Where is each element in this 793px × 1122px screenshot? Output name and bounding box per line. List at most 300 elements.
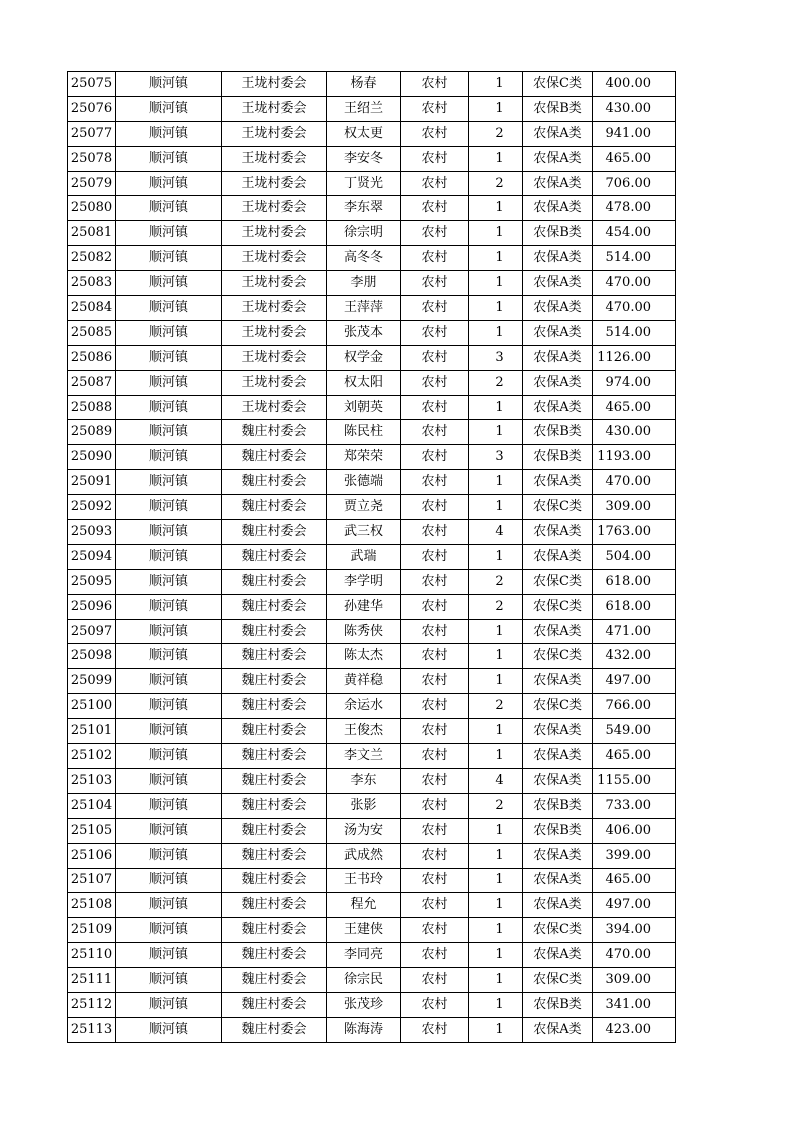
cell-village: 魏庄村委会 xyxy=(222,868,327,893)
cell-id: 25099 xyxy=(68,669,116,694)
cell-category: 农保C类 xyxy=(523,72,593,97)
cell-amount: 465.00 xyxy=(593,868,676,893)
records-table xyxy=(67,71,676,1043)
cell-area-type: 农村 xyxy=(401,72,469,97)
cell-town: 顺河镇 xyxy=(116,868,222,893)
cell-town: 顺河镇 xyxy=(116,818,222,843)
cell-village: 魏庄村委会 xyxy=(222,744,327,769)
cell-category: 农保C类 xyxy=(523,918,593,943)
cell-person-name: 丁贤光 xyxy=(327,171,401,196)
cell-category: 农保B类 xyxy=(523,420,593,445)
cell-amount: 399.00 xyxy=(593,843,676,868)
cell-category: 农保A类 xyxy=(523,146,593,171)
table-row xyxy=(68,544,676,569)
cell-amount: 406.00 xyxy=(593,818,676,843)
cell-count: 1 xyxy=(469,495,523,520)
cell-person-name: 李同亮 xyxy=(327,943,401,968)
cell-amount: 394.00 xyxy=(593,918,676,943)
cell-town: 顺河镇 xyxy=(116,793,222,818)
cell-town: 顺河镇 xyxy=(116,619,222,644)
cell-count: 2 xyxy=(469,694,523,719)
cell-area-type: 农村 xyxy=(401,644,469,669)
cell-id: 25098 xyxy=(68,644,116,669)
cell-id: 25093 xyxy=(68,520,116,545)
cell-amount: 465.00 xyxy=(593,146,676,171)
cell-count: 1 xyxy=(469,146,523,171)
cell-village: 魏庄村委会 xyxy=(222,992,327,1017)
cell-village: 魏庄村委会 xyxy=(222,495,327,520)
cell-person-name: 陈秀侠 xyxy=(327,619,401,644)
table-row xyxy=(68,320,676,345)
cell-count: 1 xyxy=(469,96,523,121)
cell-id: 25079 xyxy=(68,171,116,196)
cell-town: 顺河镇 xyxy=(116,271,222,296)
cell-town: 顺河镇 xyxy=(116,221,222,246)
cell-person-name: 贾立尧 xyxy=(327,495,401,520)
cell-town: 顺河镇 xyxy=(116,320,222,345)
cell-area-type: 农村 xyxy=(401,968,469,993)
cell-id: 25102 xyxy=(68,744,116,769)
cell-count: 1 xyxy=(469,918,523,943)
cell-village: 魏庄村委会 xyxy=(222,968,327,993)
cell-village: 王垅村委会 xyxy=(222,96,327,121)
table-row xyxy=(68,121,676,146)
cell-category: 农保A类 xyxy=(523,246,593,271)
table-row xyxy=(68,495,676,520)
cell-person-name: 武三权 xyxy=(327,520,401,545)
cell-village: 魏庄村委会 xyxy=(222,420,327,445)
cell-area-type: 农村 xyxy=(401,719,469,744)
cell-amount: 1155.00 xyxy=(593,768,676,793)
cell-person-name: 郑荣荣 xyxy=(327,445,401,470)
cell-village: 王垅村委会 xyxy=(222,171,327,196)
cell-area-type: 农村 xyxy=(401,296,469,321)
cell-id: 25090 xyxy=(68,445,116,470)
cell-town: 顺河镇 xyxy=(116,843,222,868)
cell-id: 25083 xyxy=(68,271,116,296)
table-row xyxy=(68,992,676,1017)
cell-category: 农保A类 xyxy=(523,345,593,370)
cell-category: 农保A类 xyxy=(523,768,593,793)
cell-area-type: 农村 xyxy=(401,221,469,246)
cell-area-type: 农村 xyxy=(401,694,469,719)
cell-amount: 1193.00 xyxy=(593,445,676,470)
cell-area-type: 农村 xyxy=(401,843,469,868)
cell-area-type: 农村 xyxy=(401,992,469,1017)
cell-amount: 341.00 xyxy=(593,992,676,1017)
table-row xyxy=(68,968,676,993)
cell-count: 1 xyxy=(469,271,523,296)
cell-id: 25105 xyxy=(68,818,116,843)
cell-category: 农保B类 xyxy=(523,818,593,843)
cell-area-type: 农村 xyxy=(401,569,469,594)
cell-amount: 618.00 xyxy=(593,569,676,594)
table-row xyxy=(68,793,676,818)
cell-person-name: 武成然 xyxy=(327,843,401,868)
cell-amount: 309.00 xyxy=(593,495,676,520)
table-row xyxy=(68,146,676,171)
cell-amount: 549.00 xyxy=(593,719,676,744)
cell-village: 王垅村委会 xyxy=(222,196,327,221)
cell-amount: 478.00 xyxy=(593,196,676,221)
table-row xyxy=(68,395,676,420)
cell-count: 1 xyxy=(469,744,523,769)
cell-amount: 514.00 xyxy=(593,320,676,345)
cell-amount: 454.00 xyxy=(593,221,676,246)
cell-area-type: 农村 xyxy=(401,594,469,619)
table-row xyxy=(68,221,676,246)
cell-area-type: 农村 xyxy=(401,868,469,893)
cell-village: 魏庄村委会 xyxy=(222,669,327,694)
cell-person-name: 李东 xyxy=(327,768,401,793)
cell-id: 25081 xyxy=(68,221,116,246)
cell-area-type: 农村 xyxy=(401,619,469,644)
cell-person-name: 李朋 xyxy=(327,271,401,296)
table-body xyxy=(68,72,676,1043)
cell-count: 1 xyxy=(469,544,523,569)
cell-count: 2 xyxy=(469,793,523,818)
cell-category: 农保A类 xyxy=(523,669,593,694)
cell-amount: 497.00 xyxy=(593,669,676,694)
cell-count: 1 xyxy=(469,644,523,669)
cell-category: 农保A类 xyxy=(523,470,593,495)
cell-category: 农保A类 xyxy=(523,544,593,569)
cell-count: 1 xyxy=(469,843,523,868)
cell-village: 魏庄村委会 xyxy=(222,569,327,594)
cell-amount: 470.00 xyxy=(593,271,676,296)
cell-area-type: 农村 xyxy=(401,544,469,569)
cell-category: 农保B类 xyxy=(523,221,593,246)
cell-village: 魏庄村委会 xyxy=(222,694,327,719)
cell-area-type: 农村 xyxy=(401,918,469,943)
cell-town: 顺河镇 xyxy=(116,196,222,221)
cell-id: 25109 xyxy=(68,918,116,943)
cell-id: 25091 xyxy=(68,470,116,495)
cell-category: 农保A类 xyxy=(523,370,593,395)
cell-area-type: 农村 xyxy=(401,246,469,271)
table-row xyxy=(68,594,676,619)
cell-category: 农保A类 xyxy=(523,171,593,196)
cell-area-type: 农村 xyxy=(401,271,469,296)
cell-category: 农保A类 xyxy=(523,744,593,769)
cell-town: 顺河镇 xyxy=(116,768,222,793)
table-row xyxy=(68,868,676,893)
cell-id: 25108 xyxy=(68,893,116,918)
cell-person-name: 孙建华 xyxy=(327,594,401,619)
cell-category: 农保A类 xyxy=(523,893,593,918)
cell-village: 魏庄村委会 xyxy=(222,544,327,569)
cell-town: 顺河镇 xyxy=(116,370,222,395)
cell-id: 25077 xyxy=(68,121,116,146)
cell-town: 顺河镇 xyxy=(116,992,222,1017)
table-row xyxy=(68,669,676,694)
cell-id: 25080 xyxy=(68,196,116,221)
cell-person-name: 张茂珍 xyxy=(327,992,401,1017)
cell-amount: 423.00 xyxy=(593,1017,676,1042)
cell-village: 魏庄村委会 xyxy=(222,893,327,918)
cell-id: 25104 xyxy=(68,793,116,818)
cell-town: 顺河镇 xyxy=(116,246,222,271)
cell-village: 魏庄村委会 xyxy=(222,594,327,619)
cell-town: 顺河镇 xyxy=(116,420,222,445)
cell-count: 1 xyxy=(469,818,523,843)
cell-category: 农保B类 xyxy=(523,793,593,818)
cell-town: 顺河镇 xyxy=(116,171,222,196)
table-row xyxy=(68,370,676,395)
cell-count: 1 xyxy=(469,420,523,445)
cell-person-name: 张影 xyxy=(327,793,401,818)
cell-area-type: 农村 xyxy=(401,320,469,345)
cell-person-name: 徐宗民 xyxy=(327,968,401,993)
cell-town: 顺河镇 xyxy=(116,968,222,993)
cell-count: 1 xyxy=(469,868,523,893)
cell-category: 农保A类 xyxy=(523,868,593,893)
cell-area-type: 农村 xyxy=(401,768,469,793)
cell-amount: 504.00 xyxy=(593,544,676,569)
cell-person-name: 武瑞 xyxy=(327,544,401,569)
cell-amount: 430.00 xyxy=(593,420,676,445)
cell-town: 顺河镇 xyxy=(116,146,222,171)
cell-area-type: 农村 xyxy=(401,171,469,196)
table-row xyxy=(68,694,676,719)
cell-village: 魏庄村委会 xyxy=(222,793,327,818)
table-row xyxy=(68,420,676,445)
cell-id: 25101 xyxy=(68,719,116,744)
table-row xyxy=(68,719,676,744)
table-row xyxy=(68,345,676,370)
cell-category: 农保A类 xyxy=(523,395,593,420)
cell-category: 农保A类 xyxy=(523,121,593,146)
cell-area-type: 农村 xyxy=(401,395,469,420)
cell-village: 王垅村委会 xyxy=(222,395,327,420)
cell-id: 25095 xyxy=(68,569,116,594)
cell-town: 顺河镇 xyxy=(116,893,222,918)
cell-town: 顺河镇 xyxy=(116,520,222,545)
cell-amount: 430.00 xyxy=(593,96,676,121)
cell-village: 魏庄村委会 xyxy=(222,520,327,545)
cell-category: 农保A类 xyxy=(523,719,593,744)
cell-village: 魏庄村委会 xyxy=(222,644,327,669)
cell-count: 2 xyxy=(469,121,523,146)
cell-person-name: 高冬冬 xyxy=(327,246,401,271)
cell-person-name: 杨春 xyxy=(327,72,401,97)
cell-town: 顺河镇 xyxy=(116,495,222,520)
cell-person-name: 程允 xyxy=(327,893,401,918)
cell-amount: 733.00 xyxy=(593,793,676,818)
cell-category: 农保A类 xyxy=(523,296,593,321)
cell-town: 顺河镇 xyxy=(116,296,222,321)
cell-town: 顺河镇 xyxy=(116,470,222,495)
cell-town: 顺河镇 xyxy=(116,345,222,370)
cell-area-type: 农村 xyxy=(401,370,469,395)
cell-count: 1 xyxy=(469,719,523,744)
table-row xyxy=(68,1017,676,1042)
cell-amount: 706.00 xyxy=(593,171,676,196)
table-row xyxy=(68,246,676,271)
cell-id: 25097 xyxy=(68,619,116,644)
cell-amount: 432.00 xyxy=(593,644,676,669)
cell-person-name: 权太阳 xyxy=(327,370,401,395)
cell-count: 2 xyxy=(469,594,523,619)
cell-id: 25084 xyxy=(68,296,116,321)
cell-town: 顺河镇 xyxy=(116,694,222,719)
cell-count: 1 xyxy=(469,196,523,221)
cell-amount: 470.00 xyxy=(593,470,676,495)
table-row xyxy=(68,196,676,221)
cell-person-name: 王俊杰 xyxy=(327,719,401,744)
cell-id: 25086 xyxy=(68,345,116,370)
cell-amount: 1763.00 xyxy=(593,520,676,545)
cell-village: 王垅村委会 xyxy=(222,221,327,246)
cell-town: 顺河镇 xyxy=(116,943,222,968)
cell-id: 25092 xyxy=(68,495,116,520)
cell-count: 1 xyxy=(469,320,523,345)
cell-category: 农保A类 xyxy=(523,520,593,545)
cell-town: 顺河镇 xyxy=(116,121,222,146)
cell-village: 魏庄村委会 xyxy=(222,619,327,644)
cell-area-type: 农村 xyxy=(401,345,469,370)
cell-id: 25106 xyxy=(68,843,116,868)
cell-area-type: 农村 xyxy=(401,495,469,520)
cell-count: 3 xyxy=(469,345,523,370)
cell-count: 1 xyxy=(469,470,523,495)
cell-person-name: 王绍兰 xyxy=(327,96,401,121)
cell-amount: 470.00 xyxy=(593,943,676,968)
cell-town: 顺河镇 xyxy=(116,918,222,943)
cell-town: 顺河镇 xyxy=(116,1017,222,1042)
cell-category: 农保C类 xyxy=(523,495,593,520)
cell-area-type: 农村 xyxy=(401,669,469,694)
cell-person-name: 张德端 xyxy=(327,470,401,495)
cell-count: 1 xyxy=(469,395,523,420)
cell-area-type: 农村 xyxy=(401,196,469,221)
cell-person-name: 王建侠 xyxy=(327,918,401,943)
cell-count: 4 xyxy=(469,520,523,545)
cell-amount: 470.00 xyxy=(593,296,676,321)
cell-id: 25103 xyxy=(68,768,116,793)
cell-area-type: 农村 xyxy=(401,520,469,545)
cell-amount: 309.00 xyxy=(593,968,676,993)
cell-id: 25076 xyxy=(68,96,116,121)
cell-village: 魏庄村委会 xyxy=(222,943,327,968)
cell-village: 王垅村委会 xyxy=(222,246,327,271)
table-row xyxy=(68,296,676,321)
cell-area-type: 农村 xyxy=(401,146,469,171)
cell-amount: 471.00 xyxy=(593,619,676,644)
cell-id: 25085 xyxy=(68,320,116,345)
cell-amount: 941.00 xyxy=(593,121,676,146)
cell-person-name: 陈民柱 xyxy=(327,420,401,445)
cell-category: 农保A类 xyxy=(523,271,593,296)
cell-id: 25096 xyxy=(68,594,116,619)
cell-count: 1 xyxy=(469,968,523,993)
cell-village: 魏庄村委会 xyxy=(222,1017,327,1042)
cell-count: 1 xyxy=(469,992,523,1017)
cell-area-type: 农村 xyxy=(401,893,469,918)
cell-area-type: 农村 xyxy=(401,1017,469,1042)
table-row xyxy=(68,644,676,669)
cell-village: 魏庄村委会 xyxy=(222,445,327,470)
cell-town: 顺河镇 xyxy=(116,96,222,121)
cell-category: 农保A类 xyxy=(523,619,593,644)
cell-area-type: 农村 xyxy=(401,744,469,769)
cell-amount: 618.00 xyxy=(593,594,676,619)
table-row xyxy=(68,520,676,545)
cell-town: 顺河镇 xyxy=(116,395,222,420)
cell-id: 25094 xyxy=(68,544,116,569)
cell-area-type: 农村 xyxy=(401,818,469,843)
cell-category: 农保A类 xyxy=(523,1017,593,1042)
cell-person-name: 李安冬 xyxy=(327,146,401,171)
cell-count: 1 xyxy=(469,221,523,246)
cell-amount: 974.00 xyxy=(593,370,676,395)
cell-id: 25087 xyxy=(68,370,116,395)
cell-village: 魏庄村委会 xyxy=(222,818,327,843)
cell-area-type: 农村 xyxy=(401,793,469,818)
table-row xyxy=(68,271,676,296)
cell-person-name: 刘朝英 xyxy=(327,395,401,420)
cell-id: 25112 xyxy=(68,992,116,1017)
cell-amount: 514.00 xyxy=(593,246,676,271)
cell-id: 25082 xyxy=(68,246,116,271)
cell-count: 1 xyxy=(469,246,523,271)
cell-id: 25111 xyxy=(68,968,116,993)
cell-amount: 465.00 xyxy=(593,744,676,769)
cell-category: 农保A类 xyxy=(523,196,593,221)
cell-count: 2 xyxy=(469,370,523,395)
cell-category: 农保C类 xyxy=(523,968,593,993)
cell-village: 王垅村委会 xyxy=(222,370,327,395)
table-row xyxy=(68,744,676,769)
cell-village: 王垅村委会 xyxy=(222,146,327,171)
table-row xyxy=(68,171,676,196)
cell-amount: 400.00 xyxy=(593,72,676,97)
cell-amount: 465.00 xyxy=(593,395,676,420)
cell-count: 1 xyxy=(469,619,523,644)
cell-id: 25088 xyxy=(68,395,116,420)
cell-id: 25110 xyxy=(68,943,116,968)
table-row xyxy=(68,445,676,470)
cell-count: 3 xyxy=(469,445,523,470)
cell-person-name: 陈太杰 xyxy=(327,644,401,669)
cell-person-name: 李东翠 xyxy=(327,196,401,221)
cell-village: 王垅村委会 xyxy=(222,296,327,321)
cell-count: 2 xyxy=(469,569,523,594)
cell-person-name: 陈海涛 xyxy=(327,1017,401,1042)
cell-count: 1 xyxy=(469,296,523,321)
cell-town: 顺河镇 xyxy=(116,445,222,470)
cell-person-name: 黄祥稳 xyxy=(327,669,401,694)
cell-category: 农保C类 xyxy=(523,694,593,719)
cell-town: 顺河镇 xyxy=(116,72,222,97)
cell-id: 25078 xyxy=(68,146,116,171)
cell-category: 农保A类 xyxy=(523,843,593,868)
cell-village: 王垅村委会 xyxy=(222,320,327,345)
cell-id: 25089 xyxy=(68,420,116,445)
cell-category: 农保C类 xyxy=(523,644,593,669)
cell-count: 1 xyxy=(469,943,523,968)
cell-category: 农保B类 xyxy=(523,96,593,121)
cell-village: 魏庄村委会 xyxy=(222,719,327,744)
table-row xyxy=(68,768,676,793)
cell-village: 魏庄村委会 xyxy=(222,918,327,943)
cell-village: 王垅村委会 xyxy=(222,72,327,97)
cell-person-name: 徐宗明 xyxy=(327,221,401,246)
cell-category: 农保B类 xyxy=(523,992,593,1017)
cell-person-name: 余运水 xyxy=(327,694,401,719)
table-row xyxy=(68,893,676,918)
cell-count: 4 xyxy=(469,768,523,793)
